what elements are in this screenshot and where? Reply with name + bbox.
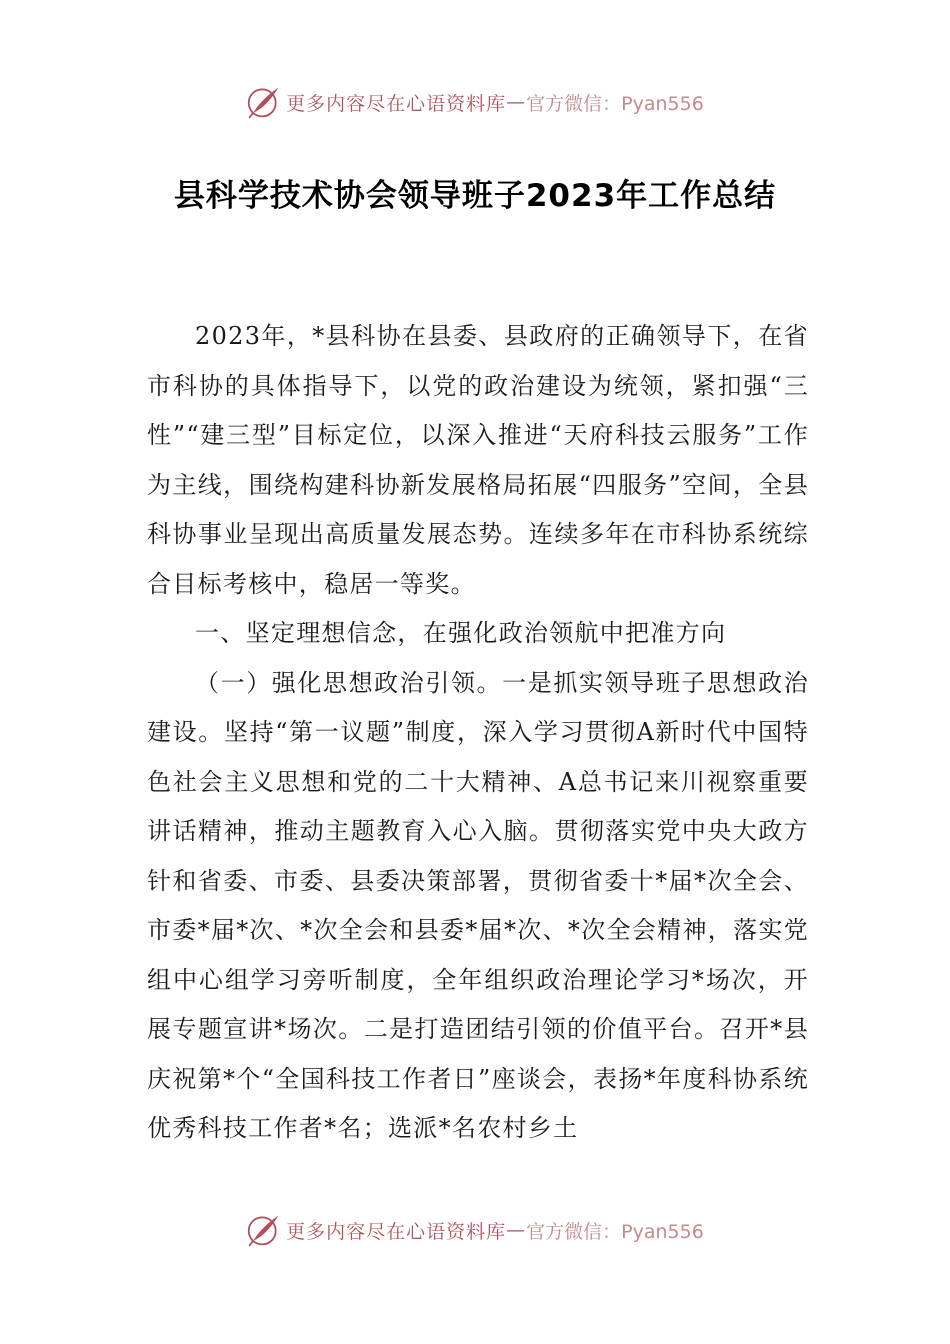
banner-separator: — <box>506 91 527 113</box>
footer-banner <box>0 1208 950 1252</box>
wechat-id: 官方微信：Pyan556 <box>526 92 704 115</box>
header-banner <box>0 80 950 124</box>
banner-separator: — <box>506 1219 527 1241</box>
subsection-paragraph: （一）强化思想政治引领。一是抓实领导班子思想政治建设。坚持“第一议题”制度，深入学习贯彻A新时代中国特色社会主义思想和党的二十大精神、A总书记来川视察重要讲话精神，推动主题教育入心入脑。贯彻落实党中央大政方针和省委、市委、县委决策部署，贯彻省委十*届*次全会、市委*届*次、*次全会和县委*届*次、*次全会精神，落实党组中心组学习旁听制度，全年组织政治理论学习*场次，开展专题宣讲*场次。二是打造团结引领的价值平台。召开*县庆祝第*个“全国科技工作者日”座谈会，表扬*年度科协系统优秀科技工作者*名；选派*名农村乡土 <box>147 668 809 1142</box>
wechat-id: 官方微信：Pyan556 <box>526 1220 704 1243</box>
document-body <box>147 312 809 1154</box>
brand-text: 更多内容尽在心语资料库 <box>286 1220 507 1243</box>
intro-paragraph: 2023年，*县科协在县委、县政府的正确领导下，在省市科协的具体指导下，以党的政治建设为统领，紧扣强“三性”“建三型”目标定位，以深入推进“天府科技云服务”工作为主线，围绕构建科协新发展格局拓展“四服务”空间，全县科协事业呈现出高质量发展态势。连续多年在市科协系统综合目标考核中，稳居一等奖。 <box>147 322 809 598</box>
document-title: 县科学技术协会领导班子2023年工作总结 <box>173 178 777 214</box>
brand-text: 更多内容尽在心语资料库 <box>286 92 507 115</box>
quill-pen-logo-icon <box>246 1212 282 1248</box>
section-heading: 一、坚定理想信念，在强化政治领航中把准方向 <box>195 619 727 647</box>
quill-pen-logo-icon <box>246 84 282 120</box>
